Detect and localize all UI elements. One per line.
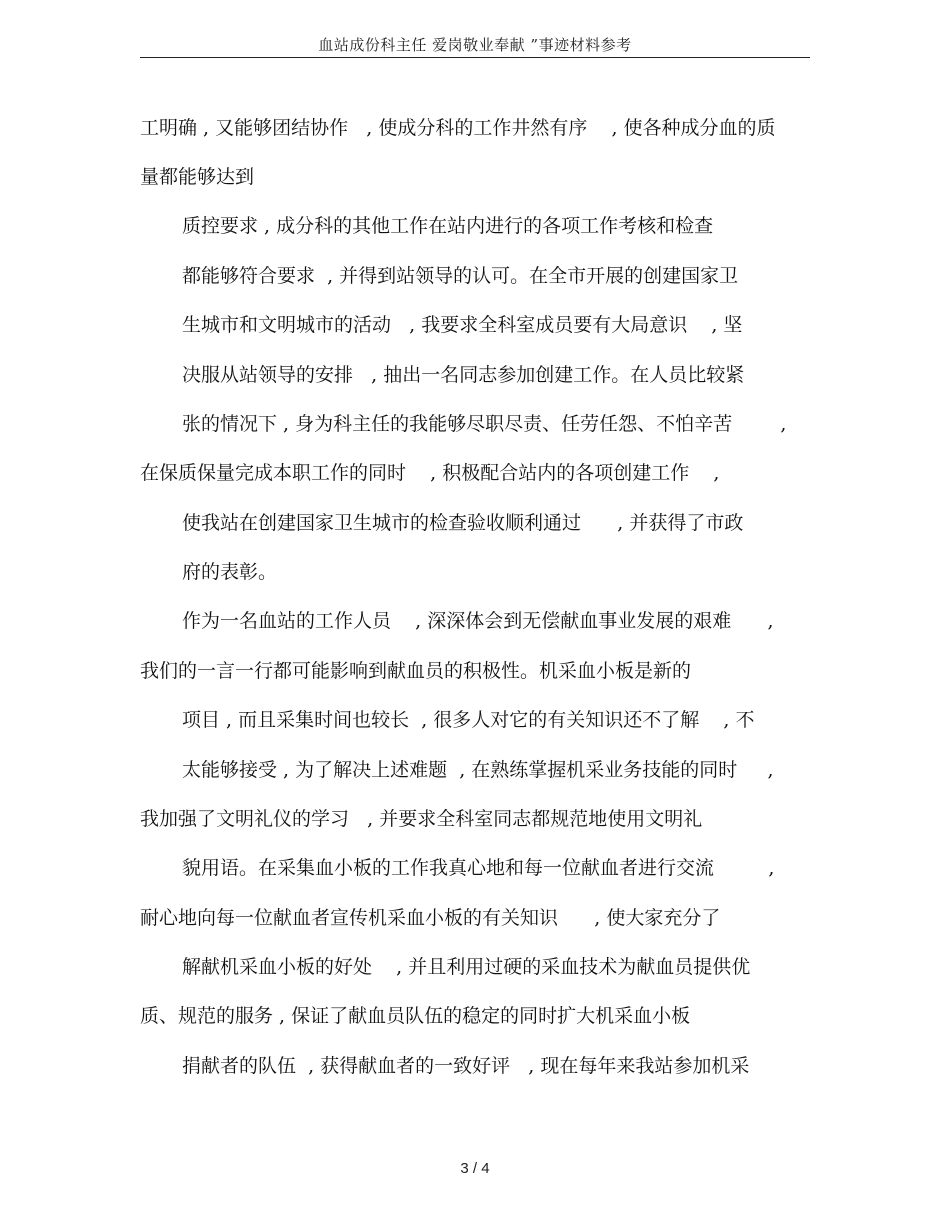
body-line-7: 张的情况下 , 身为科主任的我能够尽职尽责、任劳任怨、不怕辛苦 ,: [182, 413, 787, 435]
body-line-8: 在保质保量完成本职工作的同时 , 积极配合站内的各项创建工作 ,: [140, 462, 720, 484]
body-line-2: 量都能够达到: [140, 166, 255, 188]
body-line-20: 捐献者的队伍 , 获得献血者的一致好评 , 现在每年来我站参加机采: [182, 1055, 750, 1077]
body-line-10: 府的表彰。: [182, 561, 278, 583]
header-divider: [140, 57, 810, 58]
body-line-4: 都能够符合要求 , 并得到站领导的认可。在全市开展的创建国家卫: [182, 265, 739, 287]
body-line-5: 生城市和文明城市的活动 , 我要求全科室成员要有大局意识 , 坚: [182, 314, 743, 336]
body-line-11: 作为一名血站的工作人员 , 深深体会到无偿献血事业发展的艰难 ,: [182, 610, 774, 632]
body-line-17: 耐心地向每一位献血者宣传机采血小板的有关知识 , 使大家充分了: [140, 907, 721, 929]
page-number: 3 / 4: [460, 1160, 490, 1177]
body-line-3: 质控要求 , 成分科的其他工作在站内进行的各项工作考核和检查: [182, 215, 714, 237]
body-line-6: 决服从站领导的安排 , 抽出一名同志参加创建工作。在人员比较紧: [182, 364, 745, 386]
body-line-14: 太能够接受 , 为了解决上述难题 , 在熟练掌握机采业务技能的同时 ,: [182, 759, 774, 781]
body-line-16: 貌用语。在采集血小板的工作我真心地和每一位献血者进行交流 ,: [182, 857, 775, 879]
body-line-18: 解献机采血小板的好处 , 并且利用过硬的采血技术为献血员提供优: [182, 956, 751, 978]
body-line-13: 项目 , 而且采集时间也较长 , 很多人对它的有关知识还不了解 , 不: [182, 709, 755, 731]
body-line-9: 使我站在创建国家卫生城市的检查验收顺利通过 , 并获得了市政: [182, 512, 744, 534]
body-line-19: 质、规范的服务 , 保证了献血员队伍的稳定的同时扩大机采血小板: [140, 1005, 691, 1027]
page-header-title: 血站成份科主任 爱岗敬业奉献 ”事迹材料参考: [318, 36, 632, 54]
body-line-12: 我们的一言一行都可能影响到献血员的积极性。机采血小板是新的: [140, 660, 692, 682]
body-line-15: 我加强了文明礼仪的学习 , 并要求全科室同志都规范地使用文明礼: [140, 808, 703, 830]
body-line-1: 工明确 , 又能够团结协作 , 使成分科的工作井然有序 , 使各种成分血的质: [140, 117, 776, 139]
